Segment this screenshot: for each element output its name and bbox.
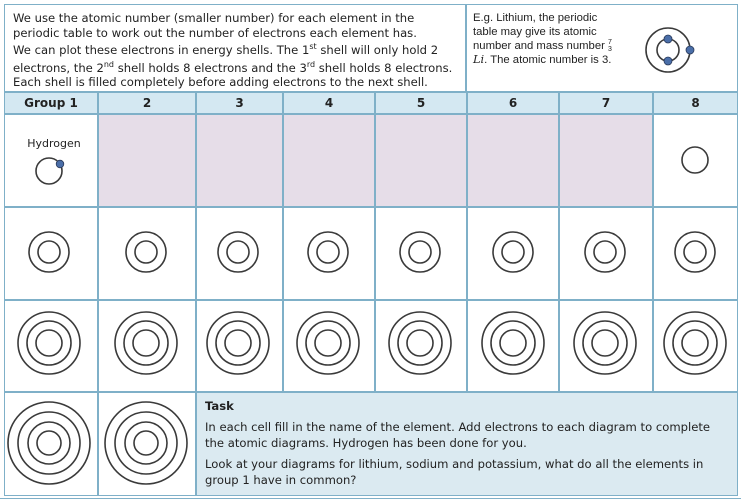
intro-paragraph-1: We use the atomic number (smaller number) for each element in the periodic table to work out the number of electrons each element has.: [13, 11, 417, 40]
task-question: Look at your diagrams for lithium, sodium and potassium, what do all the elements in group 1 have in common?: [205, 457, 704, 487]
cell-group-1-row-2[interactable]: [4, 207, 98, 300]
task-instruction: In each cell fill in the name of the element. Add electrons to each diagram to complete the atomic diagrams. Hydrogen has been done for you.: [205, 420, 711, 450]
cell-empty: [196, 114, 283, 207]
cell-group-4-row-3[interactable]: [283, 300, 375, 392]
header-group-1: Group 1: [4, 92, 98, 114]
header-group-8: 8: [653, 92, 738, 114]
cell-group-6-row-2[interactable]: [467, 207, 559, 300]
cell-empty: [283, 114, 375, 207]
example-text: E.g. Lithium, the periodic table may give its atomic number and mass number 7 3 Li. The atomic number is 3.: [473, 12, 612, 67]
header-group-5: 5: [375, 92, 467, 114]
cell-hydrogen[interactable]: [4, 114, 98, 207]
cell-group-8-row-2[interactable]: [653, 207, 738, 300]
cell-group-7-row-2[interactable]: [559, 207, 653, 300]
cell-group-2-row-4[interactable]: [98, 392, 196, 496]
header-group-4: 4: [283, 92, 375, 114]
cell-group-2-row-2[interactable]: [98, 207, 196, 300]
cell-group-3-row-3[interactable]: [196, 300, 283, 392]
cell-group-2-row-3[interactable]: [98, 300, 196, 392]
cell-group-8-row-3[interactable]: [653, 300, 738, 392]
cell-group-8-row-1[interactable]: [653, 114, 738, 207]
lithium-diagram: [641, 23, 697, 79]
cell-empty: [98, 114, 196, 207]
cell-group-3-row-2[interactable]: [196, 207, 283, 300]
lithium-example: [466, 4, 738, 92]
cell-empty: [375, 114, 467, 207]
bottom-rule: [0, 498, 741, 499]
task-box: [196, 392, 738, 496]
cell-group-7-row-3[interactable]: [559, 300, 653, 392]
header-group-7: 7: [559, 92, 653, 114]
hydrogen-label: Hydrogen: [27, 137, 81, 150]
intro-text: [4, 4, 466, 92]
cell-group-5-row-3[interactable]: [375, 300, 467, 392]
cell-group-1-row-4[interactable]: [4, 392, 98, 496]
cell-empty: [467, 114, 559, 207]
intro-paragraph-2: We can plot these electrons in energy shells. The 1st shell will only hold 2 electrons, the 2nd shell holds 8 electrons and the 3rd shell holds 8 electrons. Each shell is filled completely before adding electrons to the next shell.: [13, 42, 453, 90]
cell-empty: [559, 114, 653, 207]
cell-group-6-row-3[interactable]: [467, 300, 559, 392]
header-group-3: 3: [196, 92, 283, 114]
header-group-6: 6: [467, 92, 559, 114]
cell-group-4-row-2[interactable]: [283, 207, 375, 300]
cell-group-1-row-3[interactable]: [4, 300, 98, 392]
header-group-2: 2: [98, 92, 196, 114]
cell-group-5-row-2[interactable]: [375, 207, 467, 300]
task-title: Task: [205, 399, 234, 413]
